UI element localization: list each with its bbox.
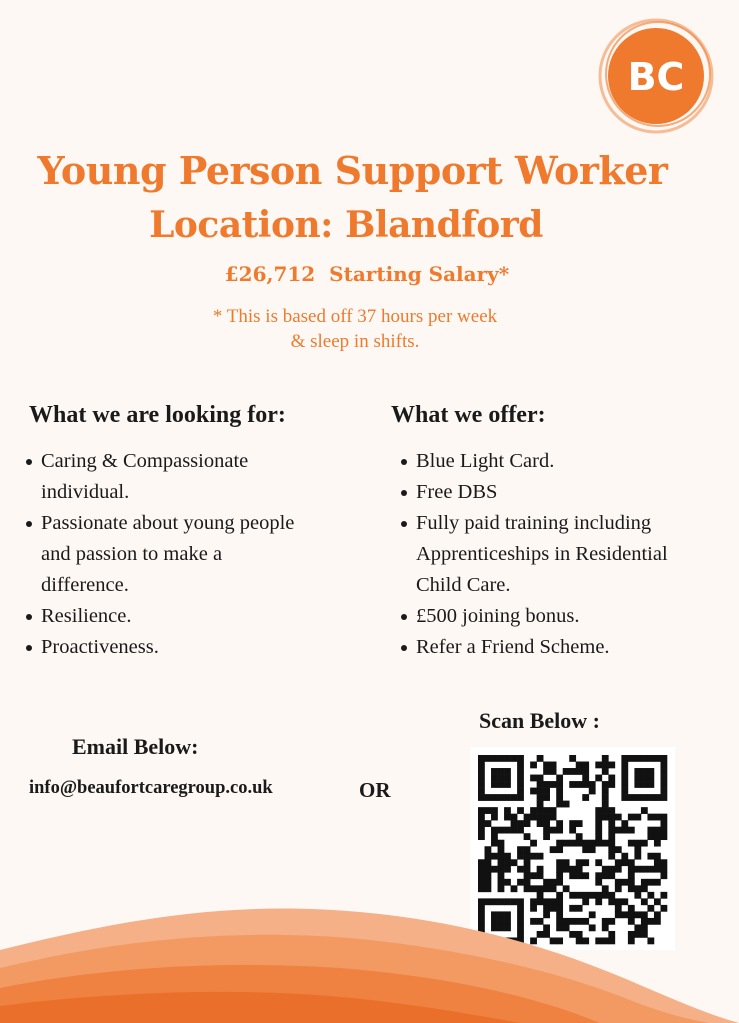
or-text: OR (359, 778, 391, 802)
email-heading: Email Below: (72, 734, 199, 759)
bc-logo (596, 18, 716, 134)
offer-heading: What we offer: (391, 402, 546, 428)
logo-text: BC (627, 55, 685, 99)
looking-for-list (24, 446, 364, 663)
list-item: Passionate about young people and passion to make a difference. (24, 508, 364, 601)
list-item: Blue Light Card. (399, 446, 729, 477)
salary-note (0, 304, 710, 354)
list-item: Resilience. (24, 601, 364, 632)
list-item: Free DBS (399, 477, 729, 508)
email-link[interactable]: info@beaufortcaregroup.co.uk (29, 778, 273, 798)
looking-for-heading: What we are looking for: (29, 402, 286, 428)
salary: £26,712 Starting Salary* (224, 262, 510, 286)
list-item: £500 joining bonus. (399, 601, 729, 632)
job-location: Location: Blandford (149, 204, 543, 246)
scan-heading: Scan Below : (479, 708, 600, 733)
list-item: Caring & Compassionate individual. (24, 446, 364, 508)
list-item: Proactiveness. (24, 632, 364, 663)
salary-note-line-2: & sleep in shifts. (290, 331, 420, 352)
salary-note-line-1: * This is based off 37 hours per week (212, 306, 498, 327)
list-item: Fully paid training including Apprenticeships in Residential Child Care. (399, 508, 729, 601)
job-title: Young Person Support Worker (37, 148, 668, 193)
decorative-waves (0, 880, 739, 1023)
offer-list (399, 446, 729, 663)
list-item: Refer a Friend Scheme. (399, 632, 729, 663)
